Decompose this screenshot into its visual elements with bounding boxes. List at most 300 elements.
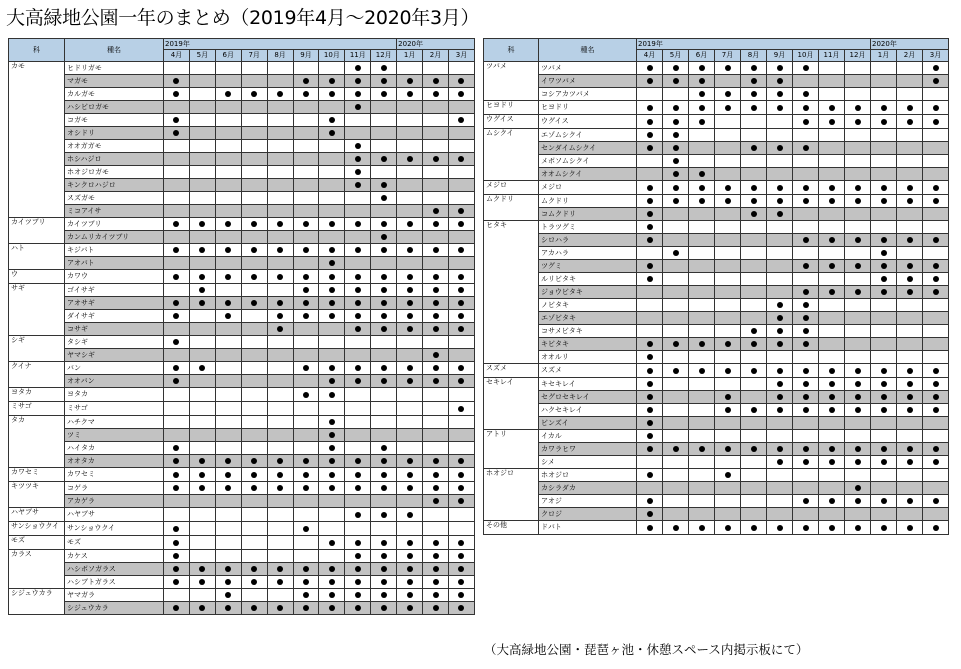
month-cell: [871, 404, 897, 417]
month-cell: [448, 270, 474, 284]
sighting-dot: [407, 605, 413, 611]
month-cell: [319, 205, 345, 218]
month-cell: [215, 166, 241, 179]
sighting-dot: [329, 592, 335, 598]
month-cell: [741, 260, 767, 273]
sighting-dot: [458, 326, 464, 332]
month-cell: [689, 404, 715, 417]
month-cell: [189, 323, 215, 336]
month-cell: [241, 442, 267, 455]
month-cell: [793, 325, 819, 338]
month-cell: [845, 456, 871, 469]
month-cell: [319, 388, 345, 402]
sighting-dot: [751, 185, 757, 191]
month-cell: [215, 495, 241, 508]
month-cell: [871, 195, 897, 208]
month-cell: [189, 482, 215, 495]
sighting-dot: [907, 459, 913, 465]
species-row: [484, 364, 949, 378]
sighting-dot: [933, 368, 939, 374]
month-cell: [319, 101, 345, 114]
species-row: [484, 521, 949, 535]
month-cell: [819, 273, 845, 286]
month-cell: [448, 402, 474, 416]
species-row: [9, 362, 475, 375]
month-cell: [293, 362, 319, 375]
sighting-dot: [699, 525, 705, 531]
month-cell: [319, 310, 345, 323]
month-cell: [897, 404, 923, 417]
species-name: モズ: [65, 536, 164, 550]
month-cell: [345, 362, 371, 375]
month-cell: [189, 602, 215, 615]
sighting-dot: [458, 566, 464, 572]
month-cell: [345, 495, 371, 508]
species-name: キンクロハジロ: [65, 179, 164, 192]
month-cell: [215, 310, 241, 323]
month-cell: [637, 378, 663, 391]
month-cell: [319, 402, 345, 416]
sighting-dot: [647, 407, 653, 413]
month-cell: [689, 155, 715, 168]
sighting-dot: [725, 198, 731, 204]
month-cell: [637, 482, 663, 495]
species-name: コムクドリ: [539, 208, 637, 221]
month-cell: [423, 153, 449, 166]
month-cell: [637, 208, 663, 221]
month-cell: [793, 312, 819, 325]
species-row: [484, 260, 949, 273]
month-cell: [663, 101, 689, 115]
month-cell: [215, 550, 241, 563]
month-cell: [767, 155, 793, 168]
species-row: [484, 62, 949, 75]
species-row: [9, 563, 475, 576]
month-cell: [164, 508, 190, 522]
month-cell: [267, 468, 293, 482]
sighting-dot: [407, 553, 413, 559]
month-cell: [241, 310, 267, 323]
sighting-dot: [751, 211, 757, 217]
month-cell: [741, 273, 767, 286]
month-cell: [371, 563, 397, 576]
month-cell: [897, 234, 923, 247]
month-cell: [371, 536, 397, 550]
family-cell: タカ: [9, 416, 65, 468]
month-cell: [423, 402, 449, 416]
sighting-dot: [381, 592, 387, 598]
sighting-dot: [855, 198, 861, 204]
month-cell: [371, 602, 397, 615]
month-cell: [741, 286, 767, 299]
month-cell: [897, 521, 923, 535]
month-cell: [741, 443, 767, 456]
sighting-dot: [803, 237, 809, 243]
sighting-dot: [355, 566, 361, 572]
sighting-dot: [933, 276, 939, 282]
month-cell: [637, 351, 663, 364]
month-cell: [215, 388, 241, 402]
month-cell: [715, 273, 741, 286]
species-name: コサメビタキ: [539, 325, 637, 338]
sighting-dot: [751, 446, 757, 452]
sighting-dot: [355, 472, 361, 478]
month-cell: [637, 325, 663, 338]
sighting-dot: [433, 352, 439, 358]
month-cell: [241, 536, 267, 550]
sighting-dot: [855, 185, 861, 191]
sighting-dot: [433, 498, 439, 504]
family-cell: ムクドリ: [484, 195, 539, 221]
month-cell: [164, 388, 190, 402]
month-cell: [164, 375, 190, 388]
month-cell: [897, 286, 923, 299]
sighting-dot: [251, 566, 257, 572]
month-cell: [663, 115, 689, 129]
month-cell: [793, 155, 819, 168]
sighting-dot: [407, 156, 413, 162]
month-cell: [448, 127, 474, 140]
month-cell: [293, 166, 319, 179]
month-cell: [164, 62, 190, 75]
header-month: 1月: [397, 50, 423, 62]
sighting-dot: [699, 65, 705, 71]
month-cell: [189, 153, 215, 166]
month-cell: [448, 75, 474, 88]
month-cell: [819, 247, 845, 260]
month-cell: [371, 257, 397, 270]
header-month: 2月: [423, 50, 449, 62]
month-cell: [871, 88, 897, 101]
month-cell: [267, 495, 293, 508]
month-cell: [845, 378, 871, 391]
month-cell: [689, 115, 715, 129]
month-cell: [767, 142, 793, 155]
month-cell: [345, 375, 371, 388]
month-cell: [189, 589, 215, 602]
sighting-dot: [251, 485, 257, 491]
sighting-dot: [647, 354, 653, 360]
sighting-dot: [329, 458, 335, 464]
month-cell: [689, 482, 715, 495]
species-row: [484, 115, 949, 129]
month-cell: [164, 127, 190, 140]
month-cell: [164, 244, 190, 257]
sighting-dot: [881, 381, 887, 387]
month-cell: [793, 221, 819, 234]
month-cell: [164, 88, 190, 101]
month-cell: [663, 234, 689, 247]
species-row: [9, 257, 475, 270]
month-cell: [819, 521, 845, 535]
sighting-dot: [829, 105, 835, 111]
sighting-dot: [933, 119, 939, 125]
sighting-dot: [173, 117, 179, 123]
sighting-dot: [458, 313, 464, 319]
month-cell: [871, 208, 897, 221]
month-cell: [267, 589, 293, 602]
sighting-dot: [881, 498, 887, 504]
month-cell: [923, 495, 949, 508]
month-cell: [319, 468, 345, 482]
sighting-dot: [855, 381, 861, 387]
sighting-dot: [173, 339, 179, 345]
sighting-dot: [673, 185, 679, 191]
family-cell: ウグイス: [484, 115, 539, 129]
sighting-dot: [303, 392, 309, 398]
month-cell: [215, 179, 241, 192]
species-row: [484, 299, 949, 312]
month-cell: [845, 404, 871, 417]
sighting-dot: [725, 368, 731, 374]
month-cell: [345, 602, 371, 615]
sighting-dot: [173, 458, 179, 464]
month-cell: [845, 417, 871, 430]
month-cell: [164, 468, 190, 482]
month-cell: [871, 247, 897, 260]
month-cell: [397, 375, 423, 388]
month-cell: [663, 456, 689, 469]
species-name: ビンズイ: [539, 417, 637, 430]
month-cell: [397, 482, 423, 495]
sighting-dot: [251, 221, 257, 227]
month-cell: [845, 443, 871, 456]
month-cell: [267, 179, 293, 192]
sighting-dot: [433, 78, 439, 84]
species-name: バン: [65, 362, 164, 375]
month-cell: [241, 231, 267, 244]
month-cell: [267, 602, 293, 615]
month-cell: [741, 417, 767, 430]
month-cell: [845, 115, 871, 129]
month-cell: [767, 351, 793, 364]
month-cell: [397, 349, 423, 362]
month-cell: [715, 208, 741, 221]
month-cell: [241, 388, 267, 402]
month-cell: [923, 325, 949, 338]
month-cell: [371, 495, 397, 508]
month-cell: [689, 325, 715, 338]
sighting-dot: [647, 105, 653, 111]
sighting-dot: [329, 566, 335, 572]
month-cell: [897, 312, 923, 325]
species-name: ヤマガラ: [65, 589, 164, 602]
month-cell: [241, 375, 267, 388]
species-name: ヨタカ: [65, 388, 164, 402]
month-cell: [215, 362, 241, 375]
month-cell: [663, 430, 689, 443]
sighting-dot: [251, 605, 257, 611]
month-cell: [397, 522, 423, 536]
month-cell: [689, 430, 715, 443]
month-cell: [819, 456, 845, 469]
month-cell: [819, 508, 845, 521]
month-cell: [189, 218, 215, 231]
month-cell: [319, 218, 345, 231]
sighting-dot: [881, 119, 887, 125]
month-cell: [241, 127, 267, 140]
month-cell: [845, 208, 871, 221]
sighting-dot: [303, 605, 309, 611]
sighting-dot: [458, 553, 464, 559]
month-cell: [819, 208, 845, 221]
month-cell: [241, 349, 267, 362]
month-cell: [397, 205, 423, 218]
month-cell: [189, 297, 215, 310]
sighting-dot: [458, 247, 464, 253]
sighting-dot: [881, 407, 887, 413]
sighting-dot: [303, 579, 309, 585]
month-cell: [715, 286, 741, 299]
month-cell: [689, 286, 715, 299]
month-cell: [448, 468, 474, 482]
month-cell: [215, 75, 241, 88]
month-cell: [319, 563, 345, 576]
month-cell: [345, 442, 371, 455]
month-cell: [819, 417, 845, 430]
sighting-dot: [647, 145, 653, 151]
month-cell: [189, 231, 215, 244]
sighting-dot: [907, 368, 913, 374]
sighting-dot: [933, 289, 939, 295]
species-row: [9, 522, 475, 536]
sighting-dot: [881, 105, 887, 111]
month-cell: [397, 416, 423, 429]
month-cell: [923, 168, 949, 181]
month-cell: [164, 101, 190, 114]
month-cell: [241, 508, 267, 522]
sighting-dot: [803, 119, 809, 125]
month-cell: [871, 391, 897, 404]
sighting-dot: [881, 276, 887, 282]
species-row: [9, 442, 475, 455]
month-cell: [293, 576, 319, 589]
month-cell: [371, 349, 397, 362]
sighting-dot: [277, 221, 283, 227]
month-cell: [423, 336, 449, 349]
month-cell: [241, 75, 267, 88]
footnote: （大高緑地公園・琵琶ヶ池・休憩スペース内掲示板にて）: [484, 642, 809, 657]
header-row-year: [9, 39, 475, 50]
month-cell: [767, 129, 793, 142]
sighting-dot: [699, 91, 705, 97]
month-cell: [293, 563, 319, 576]
month-cell: [423, 244, 449, 257]
month-cell: [267, 522, 293, 536]
month-cell: [819, 155, 845, 168]
month-cell: [267, 349, 293, 362]
sighting-dot: [355, 365, 361, 371]
month-cell: [215, 589, 241, 602]
sighting-dot: [251, 472, 257, 478]
month-cell: [241, 416, 267, 429]
month-cell: [793, 391, 819, 404]
sighting-dot: [855, 525, 861, 531]
sighting-dot: [751, 145, 757, 151]
sighting-dot: [803, 302, 809, 308]
month-cell: [637, 247, 663, 260]
species-name: エゾムシクイ: [539, 129, 637, 142]
month-cell: [371, 336, 397, 349]
header-month: 6月: [215, 50, 241, 62]
sighting-dot: [407, 78, 413, 84]
month-cell: [423, 576, 449, 589]
month-cell: [164, 336, 190, 349]
month-cell: [241, 482, 267, 495]
month-cell: [845, 142, 871, 155]
species-name: アオバト: [65, 257, 164, 270]
family-cell: ハト: [9, 244, 65, 270]
month-cell: [319, 114, 345, 127]
month-cell: [663, 443, 689, 456]
sighting-dot: [199, 605, 205, 611]
sighting-dot: [381, 234, 387, 240]
sighting-dot: [777, 368, 783, 374]
sighting-dot: [277, 326, 283, 332]
sighting-dot: [647, 341, 653, 347]
month-cell: [164, 179, 190, 192]
month-cell: [189, 192, 215, 205]
month-cell: [689, 62, 715, 75]
month-cell: [267, 482, 293, 495]
month-cell: [663, 299, 689, 312]
month-cell: [845, 273, 871, 286]
month-cell: [241, 402, 267, 416]
month-cell: [715, 155, 741, 168]
month-cell: [345, 349, 371, 362]
species-name: ホシハジロ: [65, 153, 164, 166]
month-cell: [189, 536, 215, 550]
species-row: [484, 469, 949, 482]
month-cell: [189, 563, 215, 576]
month-cell: [741, 115, 767, 129]
month-cell: [845, 521, 871, 535]
month-cell: [164, 362, 190, 375]
sighting-dot: [881, 394, 887, 400]
month-cell: [845, 181, 871, 195]
sighting-dot: [777, 525, 783, 531]
month-cell: [767, 168, 793, 181]
month-cell: [923, 456, 949, 469]
sighting-dot: [355, 540, 361, 546]
month-cell: [423, 101, 449, 114]
sighting-dot: [407, 274, 413, 280]
sighting-dot: [725, 91, 731, 97]
month-cell: [241, 244, 267, 257]
month-cell: [689, 338, 715, 351]
month-cell: [345, 114, 371, 127]
month-cell: [215, 563, 241, 576]
month-cell: [897, 338, 923, 351]
month-cell: [293, 375, 319, 388]
month-cell: [767, 391, 793, 404]
sighting-dot: [355, 592, 361, 598]
sighting-dot: [673, 525, 679, 531]
month-cell: [241, 550, 267, 563]
species-name: コシアカツバメ: [539, 88, 637, 101]
sighting-dot: [407, 540, 413, 546]
month-cell: [897, 508, 923, 521]
sighting-dot: [381, 65, 387, 71]
header-year-2019: 2019年: [637, 39, 871, 50]
month-cell: [345, 153, 371, 166]
species-name: スズメ: [539, 364, 637, 378]
month-cell: [637, 115, 663, 129]
sighting-dot: [225, 592, 231, 598]
month-cell: [423, 563, 449, 576]
month-cell: [164, 576, 190, 589]
month-cell: [767, 247, 793, 260]
